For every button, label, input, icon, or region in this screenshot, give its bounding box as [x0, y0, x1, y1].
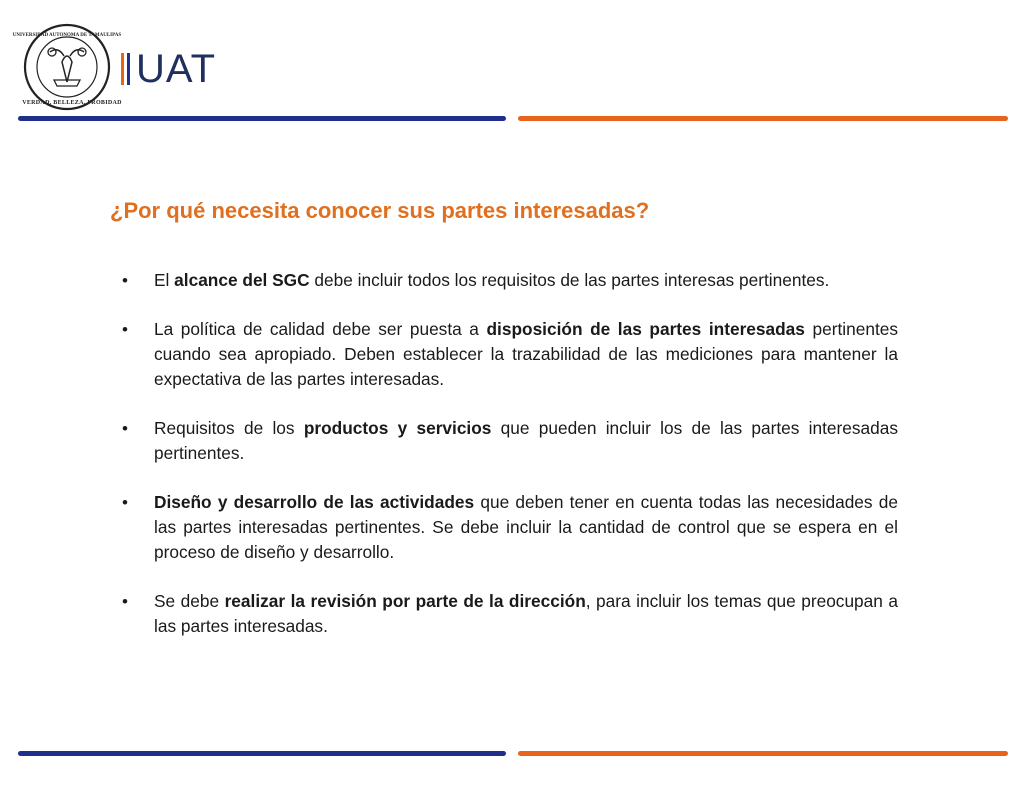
- bullet-dot: •: [122, 493, 128, 512]
- bullet-list: [120, 268, 898, 663]
- bullet-dot: •: [122, 320, 128, 339]
- bullet-item: • La política de calidad debe ser puesta a disposición de las partes interesadas pertinentes cuando sea apropiado. Deben establecer la trazabilidad de las mediciones para mantener la expectativa de las partes interesadas.: [122, 319, 898, 389]
- bullet-item: • Diseño y desarrollo de las actividades que deben tener en cuenta todas las necesidades de las partes interesadas pertinentes. Se debe incluir la cantidad de control que se espera en el proceso de diseño y desarrollo.: [122, 492, 898, 562]
- bullet-bold-text: Diseño y desarrollo de las actividades: [154, 492, 475, 512]
- bullet-bold-text: disposición de las partes interesadas: [486, 319, 805, 339]
- uat-logo-bars: [121, 53, 130, 85]
- bullet-item: • Se debe realizar la revisión por parte de la dirección, para incluir los temas que preocupan a las partes interesadas.: [122, 591, 898, 636]
- university-seal-logo: [12, 22, 122, 112]
- footer-rule-orange: [518, 751, 1008, 756]
- uat-logo-text: UAT: [136, 47, 217, 91]
- uat-logo: [121, 46, 216, 92]
- bullet-bold-text: productos y servicios: [303, 418, 492, 438]
- footer-rule-navy: [18, 751, 506, 756]
- bullet-item: • El alcance del SGC debe incluir todos los requisitos de las partes interesas pertinentes.: [120, 268, 898, 293]
- bullet-dot: •: [122, 419, 128, 438]
- header-rule-orange: [518, 116, 1008, 121]
- bullet-bold-text: realizar la revisión por parte de la dirección: [224, 591, 586, 611]
- bullet-dot: •: [122, 592, 128, 611]
- bullet-bold-text: alcance del SGC: [174, 270, 310, 290]
- slide-title: ¿Por qué necesita conocer sus partes interesadas?: [110, 198, 650, 223]
- seal-text: UNIVERSIDAD AUTONOMA DE TAMAULIPAS: [12, 33, 122, 38]
- bullet-dot: •: [122, 271, 128, 290]
- university-motto: VERDAD, BELLEZA, PROBIDAD: [22, 100, 122, 106]
- bullet-item: • Requisitos de los productos y servicios que pueden incluir los de las partes interesadas pertinentes.: [122, 418, 898, 463]
- header-rule-navy: [18, 116, 506, 121]
